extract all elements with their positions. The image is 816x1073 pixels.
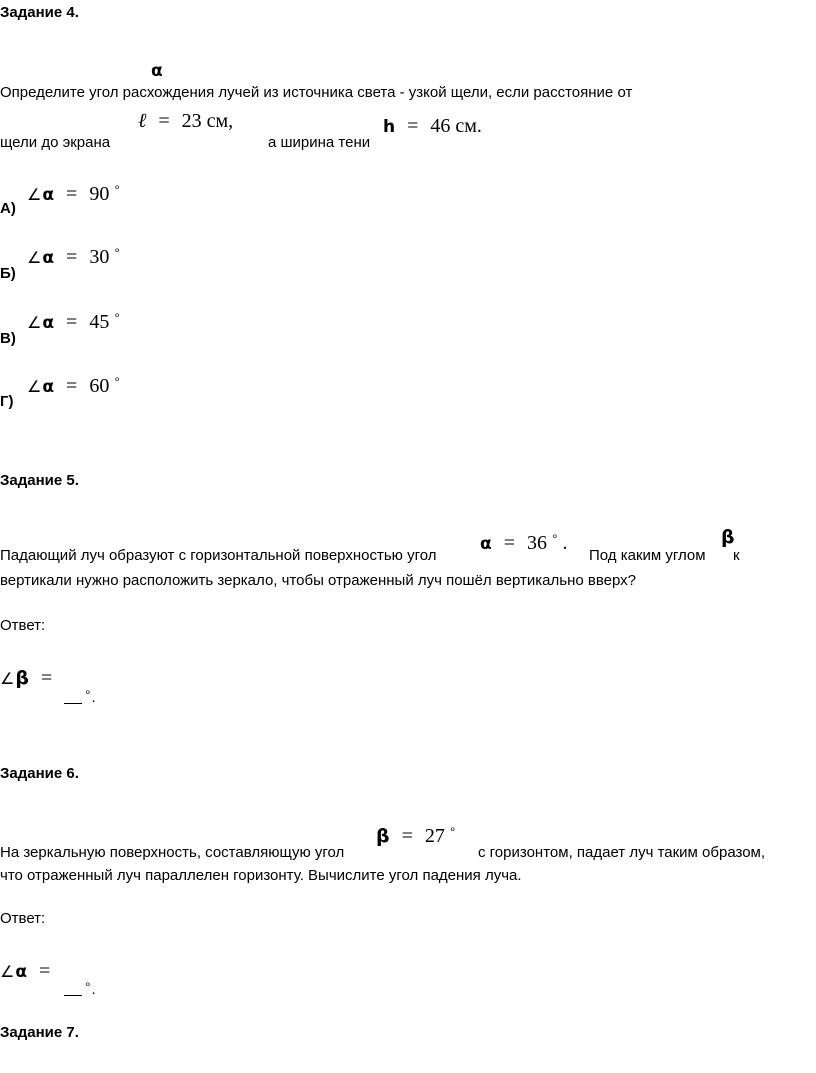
task5-beta-symbol: β <box>721 526 735 548</box>
task4-h-formula <box>383 116 482 136</box>
degree-icon: ∘ <box>113 243 121 257</box>
task4-option-b-formula <box>27 244 121 267</box>
angle-icon: ∠ <box>0 669 15 688</box>
task4-option-d-label: Г) <box>0 393 14 410</box>
task5-heading: Задание 5. <box>0 472 79 489</box>
task5-answer-equals: = <box>40 667 53 689</box>
task4-question-line2b: а ширина тени <box>268 134 371 151</box>
degree-icon: ∘ <box>84 685 92 699</box>
task5-answer-blank[interactable] <box>64 686 96 707</box>
angle-icon: ∠ <box>0 962 15 981</box>
task4-option-a-equals: = <box>66 183 78 205</box>
task4-option-a-label: А) <box>0 200 16 217</box>
angle-icon: ∠ <box>27 377 42 396</box>
task5-answer-label: Ответ: <box>0 617 46 634</box>
task4-h-value: 46 см. <box>430 115 482 137</box>
degree-icon: ∘ <box>113 372 121 386</box>
task6-answer-formula <box>0 961 62 981</box>
task4-option-a-symbol: α <box>42 185 55 205</box>
task4-l-formula <box>138 110 233 131</box>
task5-answer-symbol: β <box>15 667 29 689</box>
task4-option-b-symbol: α <box>42 248 55 268</box>
task4-l-equals: = <box>158 110 170 132</box>
angle-icon: ∠ <box>27 313 42 332</box>
task7-heading: Задание 7. <box>0 1024 79 1041</box>
task4-question-line2a: щели до экрана <box>0 134 111 151</box>
task6-answer-symbol: α <box>15 962 28 982</box>
task4-option-d-value: 60 <box>89 375 110 397</box>
task6-question-line1b: с горизонтом, падает луч таким образом, <box>478 844 766 861</box>
task6-beta-symbol: β <box>376 825 390 847</box>
task4-option-c-value: 45 <box>89 311 110 333</box>
task4-option-c-label: В) <box>0 330 16 347</box>
task6-answer-dot: . <box>91 981 96 998</box>
degree-icon: ∘ <box>113 180 121 194</box>
task6-question-line1a: На зеркальную поверхность, составляющую угол <box>0 844 345 861</box>
task4-option-d-symbol: α <box>42 377 55 397</box>
task4-option-c-equals: = <box>66 311 78 333</box>
task4-option-a-formula <box>27 181 121 204</box>
answer-blank-line[interactable] <box>64 689 82 704</box>
task4-h-equals: = <box>407 115 419 137</box>
angle-icon: ∠ <box>27 185 42 204</box>
task5-dot: . <box>562 532 568 554</box>
task4-l-value: 23 см, <box>181 110 234 132</box>
task4-alpha-symbol: α <box>151 61 163 81</box>
task4-l-symbol: ℓ <box>138 108 147 132</box>
task5-answer-dot: . <box>91 689 96 706</box>
task4-option-c-formula <box>27 309 121 332</box>
degree-icon: ∘ <box>448 822 457 836</box>
task5-value: 36 <box>526 532 547 554</box>
degree-icon: ∘ <box>84 977 92 991</box>
task5-question-line1a: Падающий луч образуют с горизонтальной поверхностью угол <box>0 547 437 564</box>
angle-icon: ∠ <box>27 248 42 267</box>
answer-blank-line[interactable] <box>64 981 82 996</box>
task4-h-symbol: h <box>383 117 396 137</box>
task6-beta-formula <box>376 823 456 846</box>
task4-option-b-equals: = <box>66 246 78 268</box>
task6-answer-blank[interactable] <box>64 978 96 999</box>
task6-value: 27 <box>424 825 445 847</box>
task6-equals: = <box>401 825 413 847</box>
task5-question-line1b: Под каким углом <box>589 547 706 564</box>
task4-option-a-value: 90 <box>89 183 110 205</box>
task5-alpha-formula <box>480 530 567 553</box>
task4-heading: Задание 4. <box>0 4 79 21</box>
task5-equals: = <box>503 532 515 554</box>
task4-option-b-label: Б) <box>0 265 16 282</box>
task4-option-d-formula <box>27 373 121 396</box>
degree-icon: ∘ <box>113 308 121 322</box>
task6-question-line2: что отраженный луч параллелен горизонту. Вычислите угол падения луча. <box>0 867 522 884</box>
task6-answer-equals: = <box>39 960 51 982</box>
task5-question-line2: вертикали нужно расположить зеркало, чтобы отраженный луч пошёл вертикально вверх? <box>0 572 636 589</box>
task6-heading: Задание 6. <box>0 765 79 782</box>
task4-question-line1: Определите угол расхождения лучей из источника света - узкой щели, если расстояние от <box>0 84 633 101</box>
task4-option-b-value: 30 <box>89 246 110 268</box>
task4-option-c-symbol: α <box>42 313 55 333</box>
task5-question-line1c: к <box>733 547 740 564</box>
task5-answer-formula <box>0 668 64 688</box>
task6-answer-label: Ответ: <box>0 910 46 927</box>
task5-alpha-symbol: α <box>480 534 492 554</box>
task4-option-d-equals: = <box>66 375 78 397</box>
degree-icon: ∘ <box>550 529 559 543</box>
